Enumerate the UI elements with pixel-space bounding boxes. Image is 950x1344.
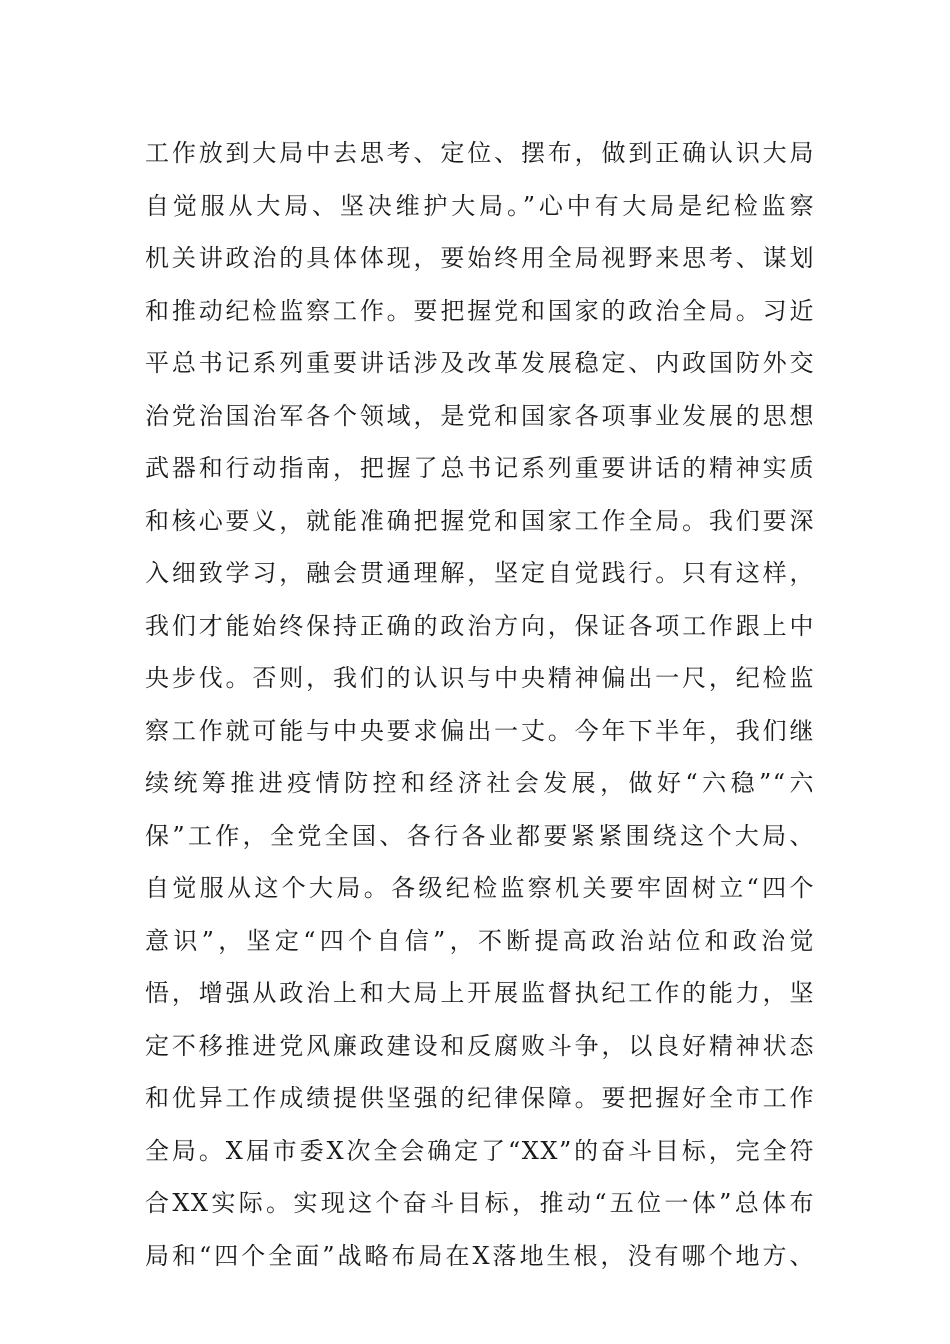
text-line: 定不移推进党风廉政建设和反腐败斗争，以良好精神状态 [145,1031,815,1060]
text-line: 悟，增强从政治上和大局上开展监督执纪工作的能力，坚 [145,979,815,1007]
text-line: 保”工作，全党全国、各行各业都要紧紧围绕这个大局、 [145,821,815,850]
text-line: 察工作就可能与中央要求偏出一丈。今年下半年，我们继 [145,716,815,745]
text-line: 机关讲政治的具体体现，要始终用全局视野来思考、谋划 [145,244,815,272]
text-line: 自觉服从这个大局。各级纪检监察机关要牢固树立“四个 [145,874,815,902]
text-line: 局和“四个全面”战略布局在X落地生根，没有哪个地方、 [145,1241,815,1270]
text-line: 工作放到大局中去思考、定位、摆布，做到正确认识大局 [145,139,815,167]
text-line: 武器和行动指南，把握了总书记系列重要讲话的精神实质 [145,454,815,482]
text-line: 我们才能始终保持正确的政治方向，保证各项工作跟上中 [145,611,815,640]
text-line: 和优异工作成绩提供坚强的纪律保障。要把握好全市工作 [145,1084,815,1112]
text-line: 和推动纪检监察工作。要把握党和国家的政治全局。习近 [145,296,815,325]
text-line: 入细致学习，融会贯通理解，坚定自觉践行。只有这样， [145,559,815,587]
text-line: 平总书记系列重要讲话涉及改革发展稳定、内政国防外交 [145,349,815,377]
text-line: 和核心要义，就能准确把握党和国家工作全局。我们要深 [145,506,815,535]
body-paragraph [145,127,815,1282]
text-line: 全局。X届市委X次全会确定了“XX”的奋斗目标，完全符 [145,1136,815,1165]
text-line: 治党治国治军各个领域，是党和国家各项事业发展的思想 [145,401,815,430]
text-line: 合XX实际。实现这个奋斗目标，推动“五位一体”总体布 [145,1189,815,1217]
text-line: 意识”，坚定“四个自信”，不断提高政治站位和政治觉 [145,926,815,955]
text-line: 自觉服从大局、坚决维护大局。”心中有大局是纪检监察 [145,191,815,220]
text-line: 续统筹推进疫情防控和经济社会发展，做好“六稳”“六 [145,769,815,797]
text-line: 央步伐。否则，我们的认识与中央精神偏出一尺，纪检监 [145,664,815,692]
